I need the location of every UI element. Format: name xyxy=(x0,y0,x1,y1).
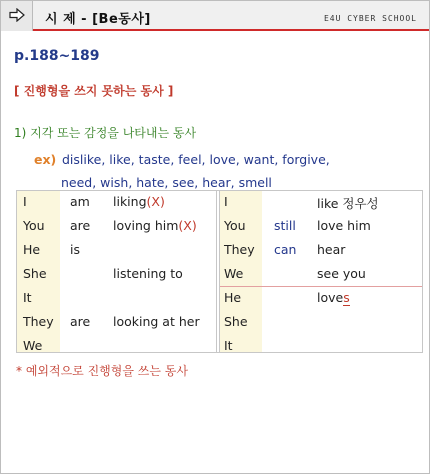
left-predicate-cell xyxy=(113,314,200,329)
left-subject-cell: It xyxy=(23,290,32,305)
left-predicate-cell xyxy=(113,266,183,281)
right-subject-cell: He xyxy=(224,290,242,305)
predicate-text: listening to xyxy=(113,266,183,281)
header-bar xyxy=(1,1,429,31)
left-subject-cell: She xyxy=(23,266,47,281)
third-person-suffix: s xyxy=(343,290,350,305)
right-predicate-text: see you xyxy=(317,266,366,281)
left-verb-cell: is xyxy=(70,242,80,257)
left-subject-cell: You xyxy=(23,218,45,233)
predicate-text: liking xyxy=(113,194,147,209)
table-divider-inner xyxy=(219,191,220,352)
right-predicate-text: hear xyxy=(317,242,346,257)
left-subject-cell: I xyxy=(23,194,27,209)
right-aux-cell: can xyxy=(274,242,297,257)
example-label: ex) xyxy=(34,152,57,167)
right-predicate-text: like 정우성 xyxy=(317,196,379,211)
left-subject-cell: He xyxy=(23,242,41,257)
right-predicate-text: love xyxy=(317,290,344,305)
right-predicate-text: love him xyxy=(317,218,371,233)
arrow-right-icon xyxy=(1,1,33,31)
incorrect-mark: (X) xyxy=(146,194,165,209)
right-predicate-cell xyxy=(317,242,345,257)
right-predicate-cell xyxy=(317,194,379,212)
right-aux-cell: still xyxy=(274,218,296,233)
right-subject-cell: I xyxy=(224,194,228,209)
predicate-text: loving him xyxy=(113,218,179,233)
right-subject-cell: They xyxy=(224,242,255,257)
brand-label: E4U CYBER SCHOOL xyxy=(323,14,417,23)
left-predicate-cell xyxy=(113,218,197,233)
right-predicate-cell xyxy=(317,266,366,281)
verb-table xyxy=(16,190,423,353)
subtopic-heading: 1) 지각 또는 감정을 나타내는 동사 xyxy=(14,126,197,140)
predicate-text: looking at her xyxy=(113,314,200,329)
example-block xyxy=(34,148,330,194)
left-subject-cell: They xyxy=(23,314,54,329)
right-predicate-cell xyxy=(317,290,350,305)
left-subject-cell: We xyxy=(23,338,43,353)
example-line-2: need, wish, hate, see, hear, smell xyxy=(61,175,272,190)
left-predicate-cell xyxy=(113,194,165,209)
header-title: 시 제 - [Be동사] xyxy=(45,12,151,27)
example-line-1: dislike, like, taste, feel, love, want, forgive, xyxy=(62,152,330,167)
left-verb-cell: am xyxy=(70,194,90,209)
right-subject-cell: We xyxy=(224,266,244,281)
topic-heading: [ 진행형을 쓰지 못하는 동사 ] xyxy=(14,84,174,98)
table-divider xyxy=(216,191,217,352)
left-verb-cell: are xyxy=(70,218,91,233)
right-predicate-cell xyxy=(317,218,371,233)
exception-note: * 예외적으로 진행형을 쓰는 동사 xyxy=(16,364,188,378)
right-subject-cell: You xyxy=(224,218,246,233)
incorrect-mark: (X) xyxy=(178,218,197,233)
right-subject-cell: It xyxy=(224,338,233,353)
right-subject-cell: She xyxy=(224,314,248,329)
left-verb-cell: are xyxy=(70,314,91,329)
table-red-rule xyxy=(220,286,422,287)
page-reference: p.188~189 xyxy=(14,48,100,64)
